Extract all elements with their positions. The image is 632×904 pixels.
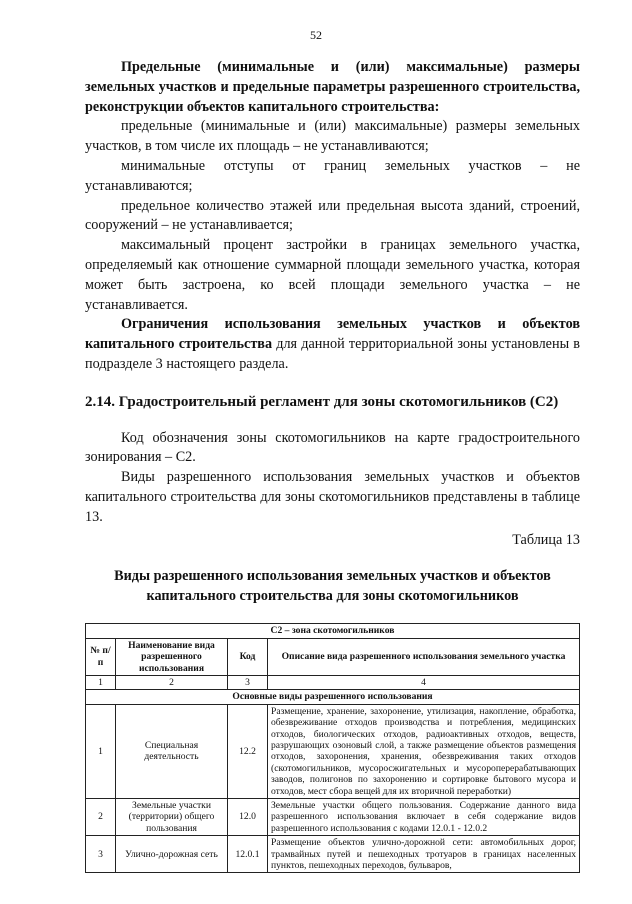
col-number-4: 4 <box>268 675 580 689</box>
row-desc: Земельные участки общего пользования. Содержание данного вида разрешенного использования включает в себя содержание видов разрешенного использования с кодами 12.0.1 - 12.0.2 <box>268 799 580 836</box>
table-row <box>86 704 580 798</box>
paragraph-uses-ref: Виды разрешенного использования земельных участков и объектов капитального строительства для зоны скотомогильников представлены в таблице 13. <box>85 469 580 525</box>
row-num: 2 <box>86 799 116 836</box>
row-desc: Размещение, хранение, захоронение, утилизация, накопление, обработка, обезвреживание отходов производства и потребления, медицинских отходов, биологических отходов, радиоактивных отходов, веществ, разрушающих озоновый слой, а также размещение объектов размещения отходов, захоронения, хранения, обезвреживания таких отходов (скотомогильников, мусоросжигательных и мусороперерабатывающих заводов, полигонов по захоронению и сортировке бытового мусора и отходов, мест сбора вещей для их вторичной переработки) <box>268 704 580 798</box>
row-name: Земельные участки (территории) общего пользования <box>116 799 228 836</box>
row-code: 12.2 <box>228 704 268 798</box>
paragraph-restrictions <box>85 315 580 374</box>
row-desc: Размещение объектов улично-дорожной сети: автомобильных дорог, трамвайных путей и пешеходных тротуаров в границах населенных пунктов, пешеходных переходов, бульваров, <box>268 836 580 873</box>
col-header-code: Код <box>228 638 268 675</box>
page-number: 52 <box>310 28 322 42</box>
col-number-1: 1 <box>86 675 116 689</box>
row-num: 3 <box>86 836 116 873</box>
zone-header: С2 – зона скотомогильников <box>86 624 580 638</box>
section-heading: 2.14. Градостроительный регламент для зоны скотомогильников (С2) <box>85 393 559 410</box>
paragraph-setbacks: минимальные отступы от границ земельных участков – не устанавливаются; <box>85 157 580 194</box>
restrictions-bold: Ограничения использования земельных участков и объектов капитального строительства <box>85 316 580 353</box>
table-row <box>86 836 580 873</box>
row-name: Специальная деятельность <box>116 704 228 798</box>
table-row <box>86 799 580 836</box>
paragraph-floors: предельное количество этажей или предельная высота зданий, строений, сооружений – не устанавливается; <box>85 197 580 234</box>
col-header-desc: Описание вида разрешенного использования земельного участка <box>268 638 580 675</box>
col-header-num: № п/п <box>86 638 116 675</box>
col-header-name: Наименование вида разрешенного использования <box>116 638 228 675</box>
row-num: 1 <box>86 704 116 798</box>
paragraph-coverage: максимальный процент застройки в границах земельного участка, определяемый как отношение суммарной площади земельного участка, которая может быть застроена, ко всей площади земельного участка – не устанавливается. <box>85 237 580 313</box>
restrictions-rest: для данной территориальной зоны установлены в подразделе 3 настоящего раздела. <box>85 336 580 372</box>
uses-table <box>85 623 580 873</box>
table-title: Виды разрешенного использования земельных участков и объектов капитального строительства для зоны скотомогильников <box>114 568 551 605</box>
page-content <box>85 58 580 873</box>
col-number-3: 3 <box>228 675 268 689</box>
row-name: Улично-дорожная сеть <box>116 836 228 873</box>
paragraph-limits-heading: Предельные (минимальные и (или) максимальные) размеры земельных участков и предельные параметры разрешенного строительства, реконструкции объектов капитального строительства: <box>85 59 580 115</box>
table-reference: Таблица 13 <box>512 531 580 548</box>
paragraph-zone-code: Код обозначения зоны скотомогильников на карте градостроительного зонирования – С2. <box>85 429 580 466</box>
row-code: 12.0 <box>228 799 268 836</box>
row-code: 12.0.1 <box>228 836 268 873</box>
paragraph-plot-sizes: предельные (минимальные и (или) максимальные) размеры земельных участков, в том числе их площадь – не устанавливаются; <box>85 118 580 155</box>
col-number-2: 2 <box>116 675 228 689</box>
section-label: Основные виды разрешенного использования <box>86 690 580 704</box>
